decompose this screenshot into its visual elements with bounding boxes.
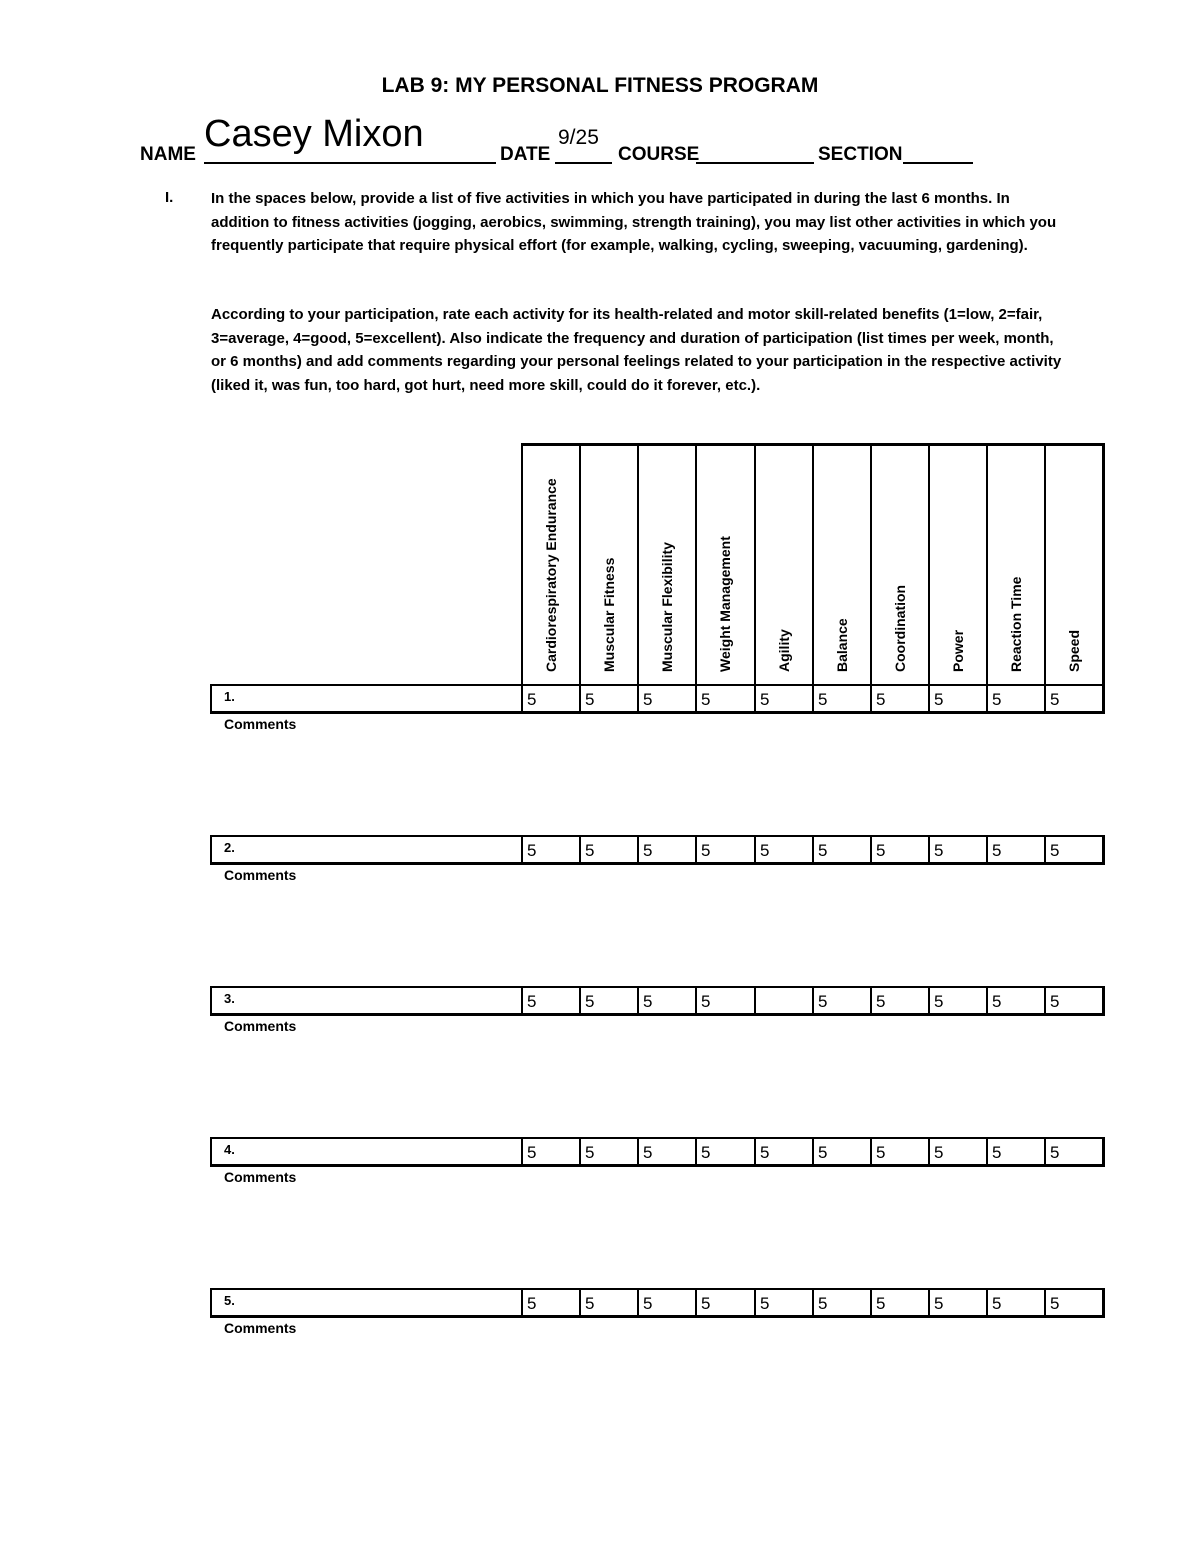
column-header-label: Agility: [776, 629, 792, 672]
column-header-label: Cardiorespiratory Endurance: [543, 478, 559, 672]
column-header: [637, 444, 695, 684]
rating-cell[interactable]: [695, 1139, 753, 1164]
rating-cell[interactable]: [637, 686, 695, 711]
rating-cell[interactable]: [579, 837, 637, 862]
column-header-label: Muscular Fitness: [601, 557, 617, 672]
rating-cell[interactable]: [812, 1290, 870, 1315]
name-label: NAME: [140, 144, 196, 165]
activity-number: 2.: [224, 840, 235, 855]
column-header: [695, 444, 753, 684]
column-header: [521, 444, 579, 684]
rating-value: 5: [818, 992, 828, 1011]
rating-value: 5: [1050, 841, 1060, 860]
course-label: COURSE: [618, 144, 700, 165]
column-header: [1044, 444, 1102, 684]
rating-cell[interactable]: [637, 837, 695, 862]
column-header-label: Muscular Flexibility: [659, 542, 675, 672]
rating-value: 5: [992, 992, 1002, 1011]
column-header-label: Weight Management: [717, 536, 733, 672]
rating-cell[interactable]: [1044, 1290, 1102, 1315]
column-header: [579, 444, 637, 684]
activity-row[interactable]: [210, 835, 1105, 865]
rating-cell[interactable]: [986, 1139, 1044, 1164]
activity-number: 3.: [224, 991, 235, 1006]
rating-cell[interactable]: [521, 1139, 579, 1164]
rating-cell[interactable]: [928, 837, 986, 862]
rating-cell[interactable]: [521, 686, 579, 711]
rating-cell[interactable]: [695, 686, 753, 711]
rating-value: 5: [701, 1143, 711, 1162]
rating-cell[interactable]: [637, 1290, 695, 1315]
rating-cell[interactable]: [754, 988, 812, 1013]
rating-cell[interactable]: [812, 1139, 870, 1164]
rating-cell[interactable]: [870, 1290, 928, 1315]
rating-cell[interactable]: [870, 988, 928, 1013]
rating-value: 5: [934, 690, 944, 709]
rating-value: 5: [818, 841, 828, 860]
name-field[interactable]: [204, 113, 496, 164]
column-header-label: Balance: [834, 618, 850, 672]
rating-value: 5: [818, 690, 828, 709]
comments-label: Comments: [224, 1018, 297, 1034]
rating-cell[interactable]: [812, 837, 870, 862]
rating-value: 5: [527, 690, 537, 709]
course-field[interactable]: [696, 122, 814, 164]
rating-cell[interactable]: [1044, 1139, 1102, 1164]
rating-cell[interactable]: [695, 988, 753, 1013]
rating-cell[interactable]: [870, 686, 928, 711]
rating-value: 5: [701, 992, 711, 1011]
activity-row[interactable]: [210, 684, 1105, 714]
comments-label: Comments: [224, 716, 297, 732]
activity-row[interactable]: [210, 1288, 1105, 1318]
rating-cell[interactable]: [521, 837, 579, 862]
rating-value: 5: [643, 1294, 653, 1313]
activity-number: 5.: [224, 1293, 235, 1308]
rating-value: 5: [876, 1294, 886, 1313]
rating-value: 5: [643, 690, 653, 709]
rating-cell[interactable]: [579, 686, 637, 711]
rating-value: 5: [760, 1294, 770, 1313]
rating-cell[interactable]: [579, 1290, 637, 1315]
rating-cell[interactable]: [986, 686, 1044, 711]
rating-cell[interactable]: [1044, 686, 1102, 711]
column-header: [812, 444, 870, 684]
rating-cell[interactable]: [1044, 837, 1102, 862]
rating-value: 5: [701, 690, 711, 709]
table-header-right-border: [1102, 443, 1105, 684]
column-header-label: Coordination: [892, 584, 908, 672]
rating-cell[interactable]: [812, 686, 870, 711]
rating-value: 5: [934, 1143, 944, 1162]
rating-cell[interactable]: [579, 988, 637, 1013]
rating-value: 5: [1050, 992, 1060, 1011]
rating-value: 5: [818, 1143, 828, 1162]
rating-cell[interactable]: [695, 837, 753, 862]
column-header: [870, 444, 928, 684]
rating-value: 5: [934, 992, 944, 1011]
rating-cell[interactable]: [754, 686, 812, 711]
section-label: SECTION: [818, 144, 903, 165]
rating-value: 5: [1050, 690, 1060, 709]
column-header: [986, 444, 1044, 684]
rating-cell[interactable]: [1044, 988, 1102, 1013]
rating-cell[interactable]: [637, 988, 695, 1013]
rating-cell[interactable]: [637, 1139, 695, 1164]
rating-cell[interactable]: [928, 988, 986, 1013]
rating-value: 5: [585, 690, 595, 709]
column-header-label: Power: [950, 629, 966, 672]
instructions-paragraph-1: In the spaces below, provide a list of five activities in which you have participated in during the last 6 months. In addition to fitness activities (jogging, aerobics, swimming, strength training), you may list other activities in which you frequently participate that require physical effort (for example, walking, cycling, sweeping, vacuuming, gardening).: [211, 190, 1057, 254]
rating-value: 5: [527, 841, 537, 860]
rating-value: 5: [585, 1294, 595, 1313]
rating-cell[interactable]: [812, 988, 870, 1013]
rating-value: 5: [876, 1143, 886, 1162]
rating-value: 5: [992, 1294, 1002, 1313]
rating-cell[interactable]: [521, 1290, 579, 1315]
rating-value: 5: [818, 1294, 828, 1313]
header-fields: [140, 112, 1040, 172]
rating-value: 5: [1050, 1294, 1060, 1313]
rating-value: 5: [585, 992, 595, 1011]
rating-value: 5: [760, 1143, 770, 1162]
comments-label: Comments: [224, 1169, 297, 1185]
section-field[interactable]: [903, 122, 973, 164]
rating-cell[interactable]: [870, 1139, 928, 1164]
activity-number: 4.: [224, 1142, 235, 1157]
activity-number: 1.: [224, 689, 235, 704]
rating-cell[interactable]: [928, 1139, 986, 1164]
column-header: [928, 444, 986, 684]
column-header-label: Reaction Time: [1008, 576, 1024, 672]
instructions-paragraph-2: According to your participation, rate each activity for its health-related and motor skill-related benefits (1=low, 2=fair, 3=average, 4=good, 5=excellent). Also indicate the frequency and duration of participation (list times per week, month, or 6 months) and add comments regarding your personal feelings related to your participation in the respective activity (liked it, was fun, too hard, got hurt, need more skill, could do it forever, etc.).: [211, 306, 1062, 394]
rating-cell[interactable]: [579, 1139, 637, 1164]
rating-value: 5: [760, 841, 770, 860]
rating-value: 5: [585, 841, 595, 860]
rating-value: 5: [701, 1294, 711, 1313]
rating-value: 5: [876, 992, 886, 1011]
rating-cell[interactable]: [986, 988, 1044, 1013]
rating-value: 5: [701, 841, 711, 860]
column-header-label: Speed: [1066, 629, 1082, 672]
rating-cell[interactable]: [928, 686, 986, 711]
rating-value: 5: [643, 841, 653, 860]
rating-cell[interactable]: [695, 1290, 753, 1315]
rating-value: 5: [643, 1143, 653, 1162]
rating-value: 5: [760, 690, 770, 709]
rating-cell[interactable]: [986, 1290, 1044, 1315]
activity-row[interactable]: [210, 986, 1105, 1016]
rating-value: 5: [992, 690, 1002, 709]
rating-value: 5: [876, 690, 886, 709]
rating-value: 5: [934, 841, 944, 860]
rating-cell[interactable]: [521, 988, 579, 1013]
rating-value: 5: [585, 1143, 595, 1162]
rating-value: 5: [992, 1143, 1002, 1162]
section-number: I.: [165, 189, 174, 206]
column-header: [754, 444, 812, 684]
date-label: DATE: [500, 144, 551, 165]
rating-cell[interactable]: [754, 1290, 812, 1315]
rating-value: 5: [1050, 1143, 1060, 1162]
rating-value: 5: [934, 1294, 944, 1313]
date-value: 9/25: [558, 126, 599, 149]
rating-value: 5: [527, 992, 537, 1011]
rating-value: 5: [527, 1294, 537, 1313]
activity-row[interactable]: [210, 1137, 1105, 1167]
rating-value: 5: [992, 841, 1002, 860]
comments-label: Comments: [224, 1320, 297, 1336]
page-title: LAB 9: MY PERSONAL FITNESS PROGRAM: [381, 74, 819, 97]
rating-cell[interactable]: [928, 1290, 986, 1315]
comments-label: Comments: [224, 867, 297, 883]
rating-cell[interactable]: [986, 837, 1044, 862]
rating-cell[interactable]: [870, 837, 928, 862]
rating-cell[interactable]: [754, 837, 812, 862]
rating-cell[interactable]: [754, 1139, 812, 1164]
rating-value: 5: [643, 992, 653, 1011]
rating-value: 5: [527, 1143, 537, 1162]
name-value: Casey Mixon: [204, 113, 424, 155]
rating-value: 5: [876, 841, 886, 860]
